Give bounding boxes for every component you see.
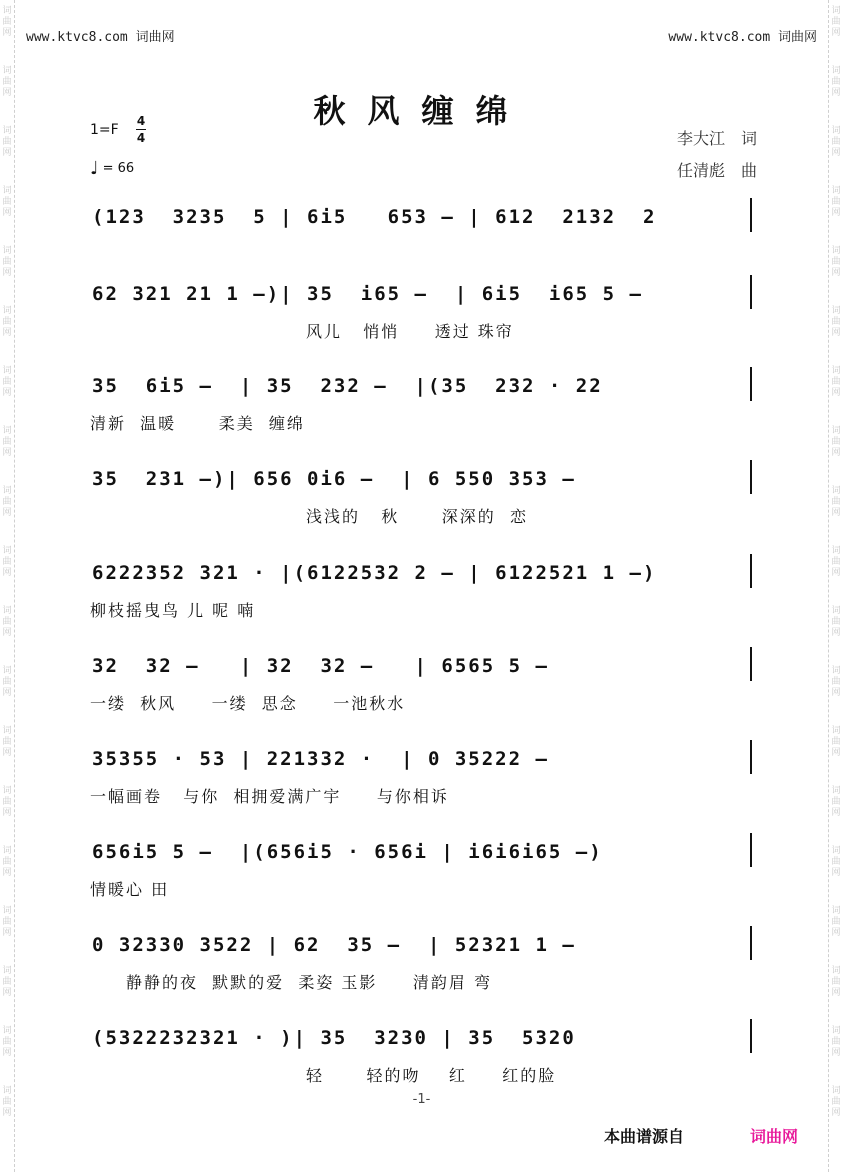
right-watermark-strip xyxy=(828,0,843,1172)
watermark-glyph: 曲 xyxy=(831,557,841,567)
song-title: 秋风缠绵 xyxy=(313,92,530,130)
lyric-line: 柳枝摇曳鸟 儿 呢 喃 xyxy=(90,601,256,620)
score-system xyxy=(86,655,766,725)
watermark-glyph: 词 xyxy=(831,1086,841,1096)
notation-line: 35 6i5 – | 35 232 – |(35 232 · 22 xyxy=(92,375,603,397)
watermark-glyph: 网 xyxy=(831,928,841,938)
watermark-glyph: 曲 xyxy=(831,137,841,147)
system-end-barline xyxy=(750,833,752,867)
notation-line: 6222352 321 · |(6122532 2 – | 6122521 1 –) xyxy=(92,562,657,584)
watermark-glyph: 曲 xyxy=(2,557,12,567)
watermark-glyph: 词 xyxy=(831,186,841,196)
site-url-left[interactable]: www.ktvc8.com 词曲网 xyxy=(26,30,175,45)
watermark-glyph: 网 xyxy=(2,328,12,338)
system-end-barline xyxy=(750,1019,752,1053)
watermark-glyph: 词 xyxy=(831,1026,841,1036)
watermark-glyph: 网 xyxy=(2,508,12,518)
watermark-glyph: 曲 xyxy=(831,377,841,387)
score-system xyxy=(86,748,766,818)
watermark-glyph: 网 xyxy=(831,1108,841,1118)
watermark-glyph: 词 xyxy=(2,1086,12,1096)
lyricist-credit xyxy=(677,126,757,149)
watermark-glyph: 网 xyxy=(831,868,841,878)
watermark-glyph: 网 xyxy=(831,748,841,758)
watermark-glyph: 网 xyxy=(2,568,12,578)
score-system xyxy=(86,283,766,353)
watermark-glyph: 网 xyxy=(2,88,12,98)
lyric-line: 一缕 秋风 一缕 思念 一池秋水 xyxy=(90,694,406,713)
watermark-glyph: 网 xyxy=(2,628,12,638)
lyric-line: 浅浅的 秋 深深的 恋 xyxy=(306,507,528,526)
watermark-glyph: 曲 xyxy=(831,257,841,267)
watermark-glyph: 曲 xyxy=(2,737,12,747)
composer-name: 任清彪 xyxy=(676,161,725,180)
watermark-glyph: 词 xyxy=(831,906,841,916)
watermark-glyph: 曲 xyxy=(2,437,12,447)
score-system xyxy=(86,934,766,1004)
system-end-barline xyxy=(750,647,752,681)
watermark-glyph: 词 xyxy=(831,6,841,16)
watermark-glyph: 词 xyxy=(831,846,841,856)
watermark-glyph: 曲 xyxy=(2,257,12,267)
watermark-glyph: 词 xyxy=(2,966,12,976)
watermark-glyph: 词 xyxy=(2,486,12,496)
notation-line: 62 321 21 1 –)| 35 i65 – | 6i5 i65 5 – xyxy=(92,283,643,305)
watermark-glyph: 网 xyxy=(2,148,12,158)
watermark-glyph: 曲 xyxy=(2,377,12,387)
watermark-glyph: 词 xyxy=(831,786,841,796)
watermark-glyph: 词 xyxy=(831,666,841,676)
watermark-glyph: 网 xyxy=(831,568,841,578)
lyric-line: 静静的夜 默默的爱 柔姿 玉影 清韵眉 弯 xyxy=(126,973,492,992)
watermark-glyph: 网 xyxy=(2,688,12,698)
watermark-glyph: 词 xyxy=(2,66,12,76)
notation-line: 656i5 5 – |(656i5 · 656i | i6i6i65 –) xyxy=(92,841,603,863)
notation-line: 32 32 – | 32 32 – | 6565 5 – xyxy=(92,655,549,677)
watermark-glyph: 词 xyxy=(831,606,841,616)
watermark-glyph: 词 xyxy=(831,66,841,76)
score-system xyxy=(86,562,766,632)
watermark-glyph: 曲 xyxy=(2,977,12,987)
composer-role: 曲 xyxy=(740,161,757,180)
system-end-barline xyxy=(750,198,752,232)
tempo-marking xyxy=(90,158,134,179)
watermark-glyph: 曲 xyxy=(831,497,841,507)
watermark-glyph: 曲 xyxy=(831,1097,841,1107)
watermark-glyph: 网 xyxy=(2,748,12,758)
watermark-glyph: 曲 xyxy=(831,977,841,987)
watermark-glyph: 网 xyxy=(831,628,841,638)
watermark-glyph: 词 xyxy=(2,906,12,916)
watermark-glyph: 词 xyxy=(2,366,12,376)
tempo-value: = 66 xyxy=(102,161,135,176)
time-signature xyxy=(136,114,146,145)
watermark-glyph: 曲 xyxy=(2,17,12,27)
system-end-barline xyxy=(750,554,752,588)
watermark-glyph: 曲 xyxy=(831,17,841,27)
system-end-barline xyxy=(750,460,752,494)
lyricist-role: 词 xyxy=(740,129,757,148)
watermark-glyph: 曲 xyxy=(831,1037,841,1047)
notation-line: (5322232321 · )| 35 3230 | 35 5320 xyxy=(92,1027,576,1049)
lyric-line: 情暖心 田 xyxy=(90,880,170,899)
watermark-glyph: 词 xyxy=(831,426,841,436)
watermark-glyph: 网 xyxy=(831,328,841,338)
score-system xyxy=(86,1027,766,1097)
watermark-glyph: 网 xyxy=(831,988,841,998)
watermark-glyph: 曲 xyxy=(831,317,841,327)
brand-link[interactable]: 词曲网 xyxy=(750,1127,799,1146)
watermark-glyph: 曲 xyxy=(2,317,12,327)
watermark-glyph: 曲 xyxy=(2,137,12,147)
watermark-glyph: 网 xyxy=(2,1108,12,1118)
watermark-glyph: 网 xyxy=(2,808,12,818)
watermark-glyph: 曲 xyxy=(831,737,841,747)
watermark-glyph: 曲 xyxy=(831,677,841,687)
watermark-glyph: 曲 xyxy=(2,797,12,807)
score-system xyxy=(86,841,766,911)
watermark-glyph: 网 xyxy=(831,688,841,698)
watermark-glyph: 曲 xyxy=(2,617,12,627)
watermark-glyph: 曲 xyxy=(831,797,841,807)
watermark-glyph: 词 xyxy=(831,546,841,556)
time-sig-bottom: 4 xyxy=(136,131,146,145)
watermark-glyph: 网 xyxy=(831,388,841,398)
watermark-glyph: 曲 xyxy=(2,857,12,867)
notation-line: 35 231 –)| 656 0i6 – | 6 550 353 – xyxy=(92,468,576,490)
watermark-glyph: 网 xyxy=(831,148,841,158)
watermark-glyph: 网 xyxy=(2,868,12,878)
notation-line: 35355 · 53 | 221332 · | 0 35222 – xyxy=(92,748,549,770)
watermark-glyph: 词 xyxy=(2,186,12,196)
page-number: -1- xyxy=(412,1092,431,1107)
watermark-glyph: 词 xyxy=(2,786,12,796)
watermark-glyph: 网 xyxy=(831,508,841,518)
quarter-note-icon: ♩ xyxy=(90,158,99,179)
system-end-barline xyxy=(750,926,752,960)
watermark-glyph: 曲 xyxy=(2,677,12,687)
watermark-glyph: 词 xyxy=(831,246,841,256)
lyric-line: 一幅画卷 与你 相拥爱满广宇 与你相诉 xyxy=(90,787,449,806)
watermark-glyph: 网 xyxy=(831,88,841,98)
lyric-line: 轻 轻的吻 红 红的脸 xyxy=(306,1066,557,1085)
watermark-glyph: 网 xyxy=(2,388,12,398)
watermark-glyph: 曲 xyxy=(2,77,12,87)
notation-line: (123 3235 5 | 6i5 653 – | 612 2132 2 xyxy=(92,206,657,228)
watermark-glyph: 词 xyxy=(831,366,841,376)
lyricist-name: 李大江 xyxy=(676,129,725,148)
score-system xyxy=(86,375,766,445)
system-end-barline xyxy=(750,367,752,401)
watermark-glyph: 词 xyxy=(831,486,841,496)
watermark-glyph: 词 xyxy=(2,1026,12,1036)
watermark-glyph: 词 xyxy=(831,306,841,316)
watermark-glyph: 词 xyxy=(2,246,12,256)
composer-credit xyxy=(677,158,757,181)
watermark-glyph: 词 xyxy=(2,126,12,136)
score-system xyxy=(86,468,766,538)
watermark-glyph: 词 xyxy=(2,846,12,856)
watermark-glyph: 网 xyxy=(2,208,12,218)
watermark-glyph: 曲 xyxy=(2,1097,12,1107)
watermark-glyph: 曲 xyxy=(831,437,841,447)
watermark-glyph: 词 xyxy=(831,966,841,976)
watermark-glyph: 网 xyxy=(2,928,12,938)
watermark-glyph: 网 xyxy=(831,808,841,818)
watermark-glyph: 词 xyxy=(831,726,841,736)
lyric-line: 风儿 悄悄 透过 珠帘 xyxy=(306,322,514,341)
watermark-glyph: 网 xyxy=(2,988,12,998)
watermark-glyph: 词 xyxy=(2,666,12,676)
watermark-glyph: 网 xyxy=(831,268,841,278)
watermark-glyph: 曲 xyxy=(2,497,12,507)
watermark-glyph: 网 xyxy=(831,28,841,38)
watermark-glyph: 曲 xyxy=(831,197,841,207)
watermark-glyph: 曲 xyxy=(831,857,841,867)
watermark-glyph: 网 xyxy=(2,268,12,278)
watermark-glyph: 词 xyxy=(2,726,12,736)
watermark-glyph: 曲 xyxy=(831,917,841,927)
watermark-glyph: 网 xyxy=(831,208,841,218)
watermark-glyph: 曲 xyxy=(831,617,841,627)
system-end-barline xyxy=(750,275,752,309)
watermark-glyph: 曲 xyxy=(2,197,12,207)
watermark-glyph: 网 xyxy=(831,448,841,458)
watermark-glyph: 曲 xyxy=(831,77,841,87)
system-end-barline xyxy=(750,740,752,774)
watermark-glyph: 曲 xyxy=(2,917,12,927)
score-system xyxy=(86,206,766,276)
watermark-glyph: 词 xyxy=(831,126,841,136)
watermark-glyph: 网 xyxy=(2,1048,12,1058)
watermark-glyph: 词 xyxy=(2,6,12,16)
watermark-glyph: 网 xyxy=(2,28,12,38)
key-signature: 1=F xyxy=(90,122,119,138)
site-url-right[interactable]: www.ktvc8.com 词曲网 xyxy=(668,30,817,45)
watermark-glyph: 网 xyxy=(2,448,12,458)
lyric-line: 清新 温暖 柔美 缠绵 xyxy=(90,414,305,433)
watermark-glyph: 词 xyxy=(2,606,12,616)
time-sig-top: 4 xyxy=(136,114,146,128)
left-watermark-strip xyxy=(0,0,15,1172)
source-label: 本曲谱源自 xyxy=(604,1127,685,1146)
watermark-glyph: 词 xyxy=(2,546,12,556)
watermark-glyph: 网 xyxy=(831,1048,841,1058)
watermark-glyph: 曲 xyxy=(2,1037,12,1047)
watermark-glyph: 词 xyxy=(2,306,12,316)
notation-line: 0 32330 3522 | 62 35 – | 52321 1 – xyxy=(92,934,576,956)
watermark-glyph: 词 xyxy=(2,426,12,436)
